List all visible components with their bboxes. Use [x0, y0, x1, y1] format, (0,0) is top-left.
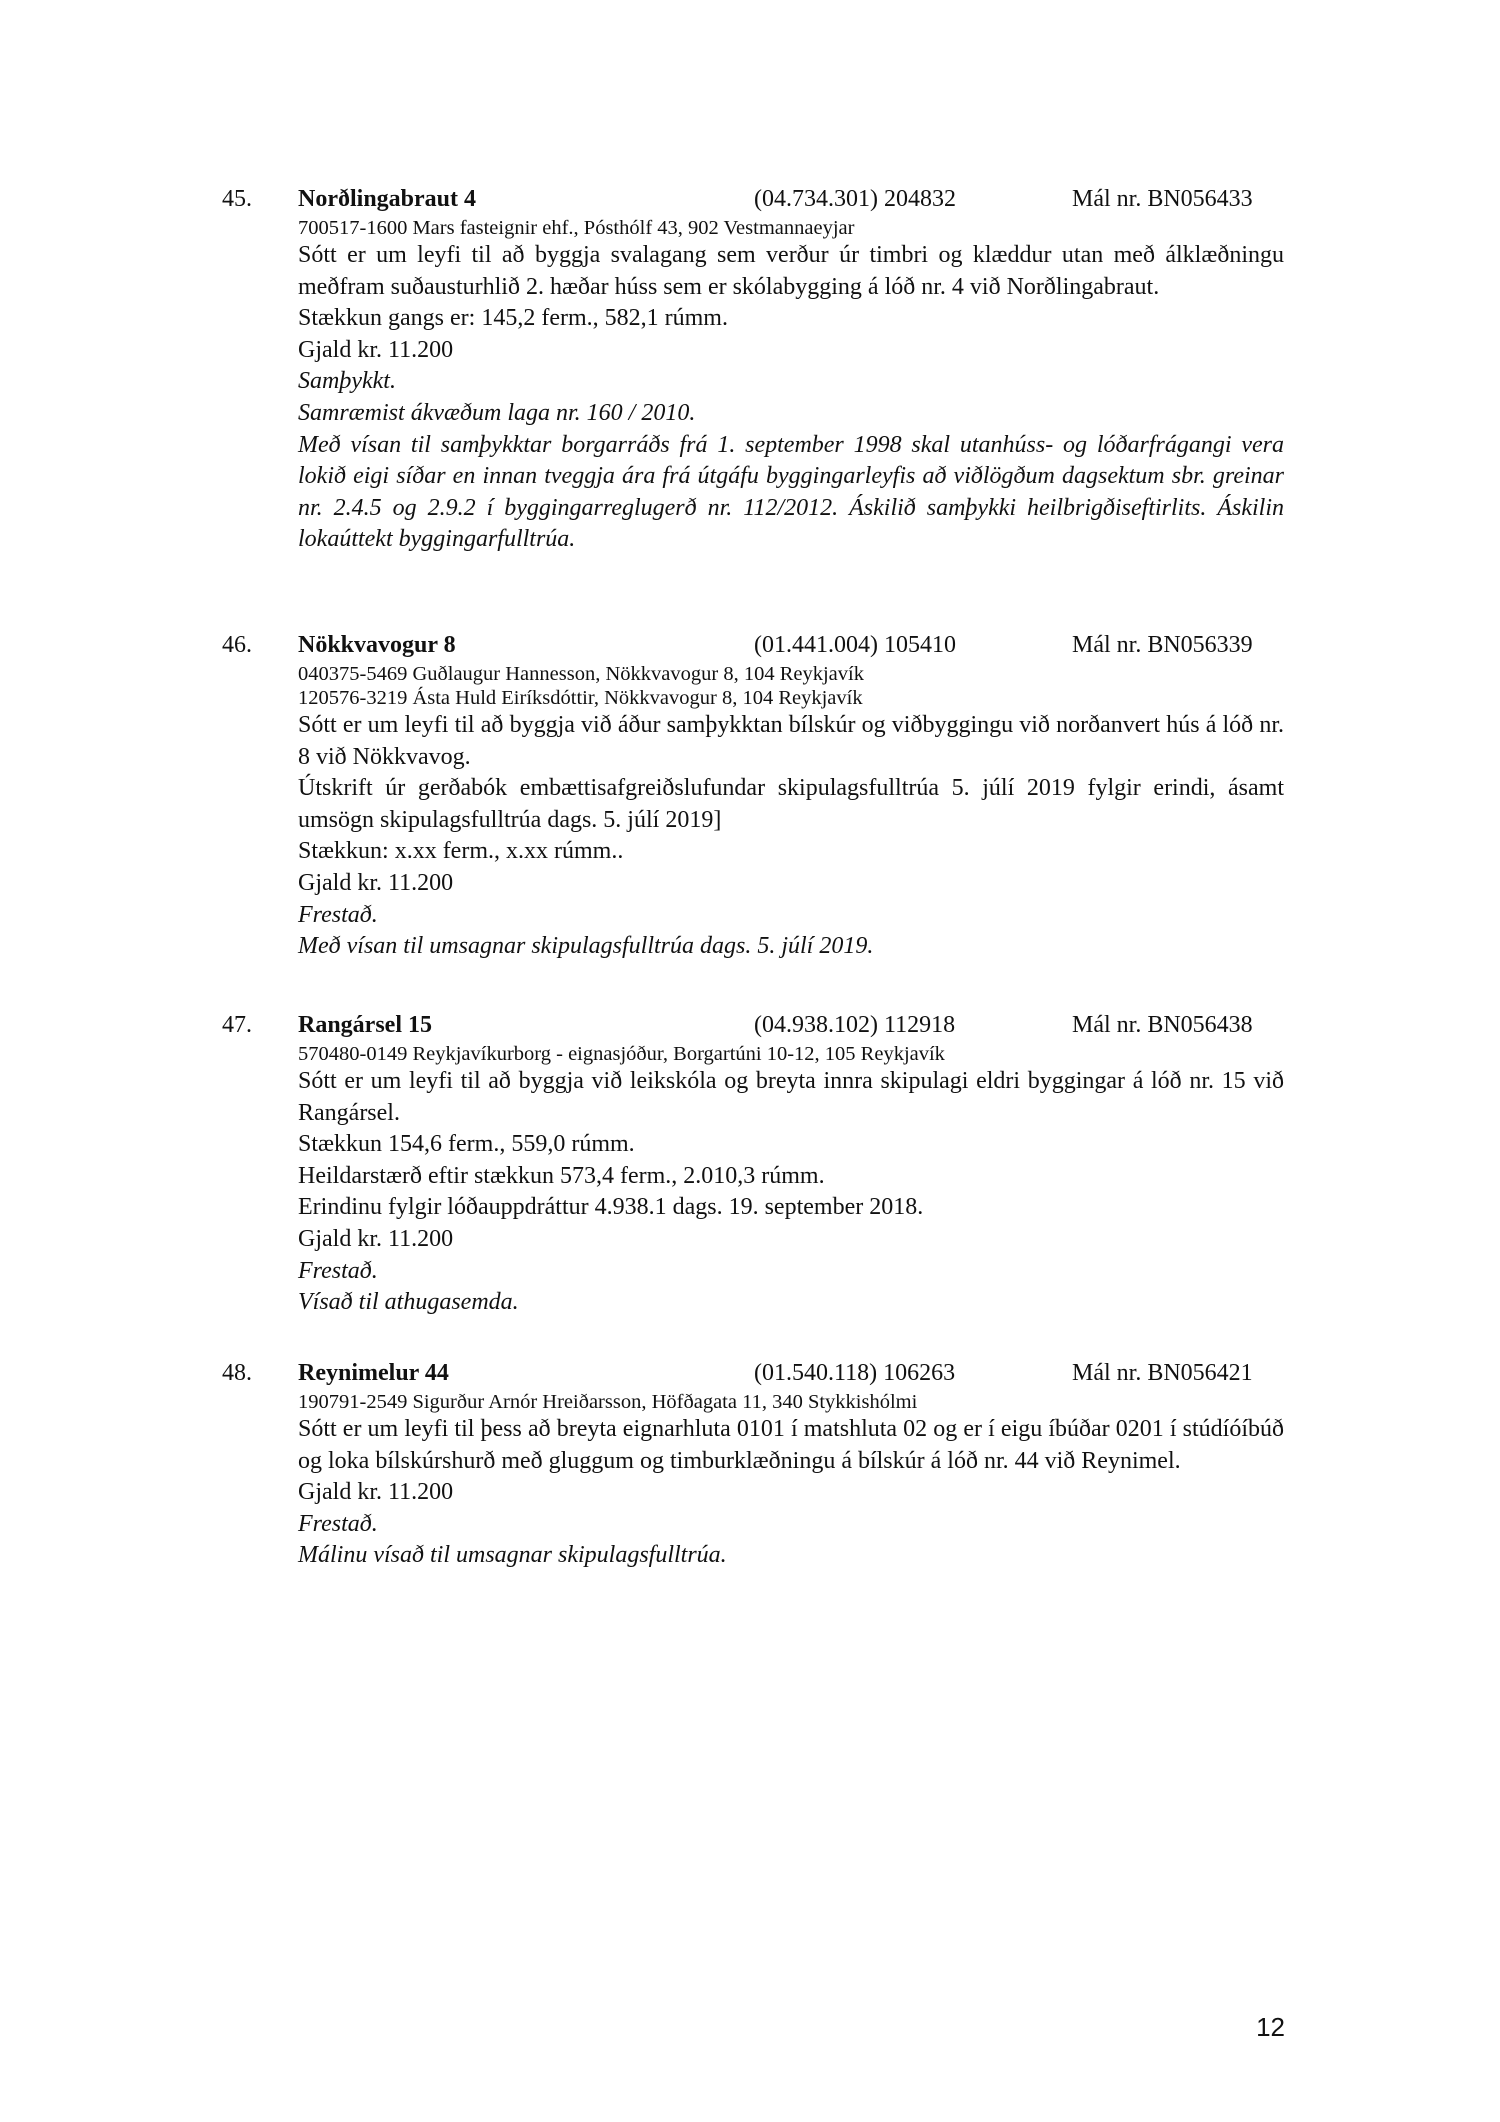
case-entry — [0, 1008, 1500, 1319]
entry-number: 48. — [222, 1360, 252, 1386]
decision: Frestað. — [298, 1510, 378, 1537]
detail-line: Erindinu fylgir lóðauppdráttur 4.938.1 dags. 19. september 2018. — [298, 1194, 924, 1221]
fee-line: Gjald kr. 11.200 — [298, 869, 454, 896]
case-entry — [0, 1356, 1500, 1572]
decision-note: Með vísan til samþykktar borgarráðs frá 1. september 1998 skal utanhúss- og lóðarfrágangi vera lokið eigi síðar en innan tveggja ára frá útgáfu byggingarleyfis að viðlögðum dagsektum sbr. greinar nr. 2.4.5 og 2.9.2 í byggingarreglugerð nr. 112/2012. Áskilið samþykki heilbrigðiseftirlits. Áskilin lokaúttekt byggingarfulltrúa. — [298, 431, 1284, 553]
entry-header — [0, 628, 1500, 662]
decision-note: Málinu vísað til umsagnar skipulagsfulltrúa. — [298, 1542, 727, 1569]
property-address: Nökkvavogur 8 — [298, 632, 456, 658]
decision: Frestað. — [298, 1257, 378, 1284]
entry-body — [298, 1390, 1284, 1572]
property-code: (01.441.004) 105410 — [754, 632, 956, 658]
entry-header — [0, 182, 1500, 216]
decision-note: Með vísan til umsagnar skipulagsfulltrúa dags. 5. júlí 2019. — [298, 933, 874, 960]
decision: Frestað. — [298, 901, 378, 928]
entry-number: 46. — [222, 632, 252, 658]
entry-header — [0, 1008, 1500, 1042]
page-number: 12 — [1256, 2012, 1285, 2042]
entry-number: 47. — [222, 1012, 252, 1038]
description: Sótt er um leyfi til að byggja við áður samþykktan bílskúr og viðbyggingu við norðanvert hús á lóð nr. 8 við Nökkvavog. — [298, 712, 1284, 770]
entry-body — [298, 662, 1284, 963]
case-number: Mál nr. BN056433 — [1072, 186, 1253, 212]
description: Sótt er um leyfi til þess að breyta eignarhluta 0101 í matshluta 02 og er í eigu íbúðar 0201 í stúdíóíbúð og loka bílskúrshurð með gluggum og timburklæðningu á bílskúr á lóð nr. 44 við Reynimel. — [298, 1416, 1284, 1474]
description-extra: Útskrift úr gerðabók embættisafgreiðslufundar skipulagsfulltrúa 5. júlí 2019 fylgir erindi, ásamt umsögn skipulagsfulltrúa dags. 5. júlí 2019] — [298, 775, 1284, 833]
case-number: Mál nr. BN056339 — [1072, 632, 1253, 658]
applicant: 190791-2549 Sigurður Arnór Hreiðarsson, Höfðagata 11, 340 Stykkishólmi — [298, 1391, 918, 1413]
fee-line: Gjald kr. 11.200 — [298, 1479, 454, 1506]
entry-header — [0, 1356, 1500, 1390]
decision: Samþykkt. — [298, 368, 396, 395]
applicant: 570480-0149 Reykjavíkurborg - eignasjóður, Borgartúni 10-12, 105 Reykjavík — [298, 1043, 945, 1065]
description: Sótt er um leyfi til að byggja við leikskóla og breyta innra skipulagi eldri byggingar á lóð nr. 15 við Rangársel. — [298, 1068, 1284, 1126]
detail-line: Stækkun 154,6 ferm., 559,0 rúmm. — [298, 1131, 635, 1158]
entry-body — [298, 216, 1284, 556]
case-number: Mál nr. BN056438 — [1072, 1012, 1253, 1038]
case-entry — [0, 628, 1500, 963]
decision-note: Vísað til athugasemda. — [298, 1289, 519, 1316]
property-code: (04.734.301) 204832 — [754, 186, 956, 212]
entry-body — [298, 1042, 1284, 1319]
property-address: Norðlingabraut 4 — [298, 186, 477, 212]
applicant: 700517-1600 Mars fasteignir ehf., Pósthólf 43, 902 Vestmannaeyjar — [298, 217, 855, 239]
description: Sótt er um leyfi til að byggja svalagang sem verður úr timbri og klæddur utan með álklæðningu meðfram suðausturhlið 2. hæðar húss sem er skólabygging á lóð nr. 4 við Norðlingabraut. — [298, 242, 1284, 300]
detail-line: Heildarstærð eftir stækkun 573,4 ferm., 2.010,3 rúmm. — [298, 1162, 825, 1189]
detail-line: Stækkun: x.xx ferm., x.xx rúmm.. — [298, 838, 624, 865]
decision-note: Samræmist ákvæðum laga nr. 160 / 2010. — [298, 399, 696, 426]
property-code: (01.540.118) 106263 — [754, 1360, 956, 1386]
property-address: Reynimelur 44 — [298, 1360, 449, 1386]
applicant: 040375-5469 Guðlaugur Hannesson, Nökkvavogur 8, 104 Reykjavík — [298, 663, 864, 685]
case-number: Mál nr. BN056421 — [1072, 1360, 1253, 1386]
case-entry — [0, 182, 1500, 556]
property-code: (04.938.102) 112918 — [754, 1012, 956, 1038]
applicant: 120576-3219 Ásta Huld Eiríksdóttir, Nökkvavogur 8, 104 Reykjavík — [298, 687, 863, 709]
fee-line: Gjald kr. 11.200 — [298, 1225, 454, 1252]
fee-line: Gjald kr. 11.200 — [298, 336, 454, 363]
property-address: Rangársel 15 — [298, 1012, 432, 1038]
entry-number: 45. — [222, 186, 252, 212]
detail-line: Stækkun gangs er: 145,2 ferm., 582,1 rúmm. — [298, 305, 728, 332]
